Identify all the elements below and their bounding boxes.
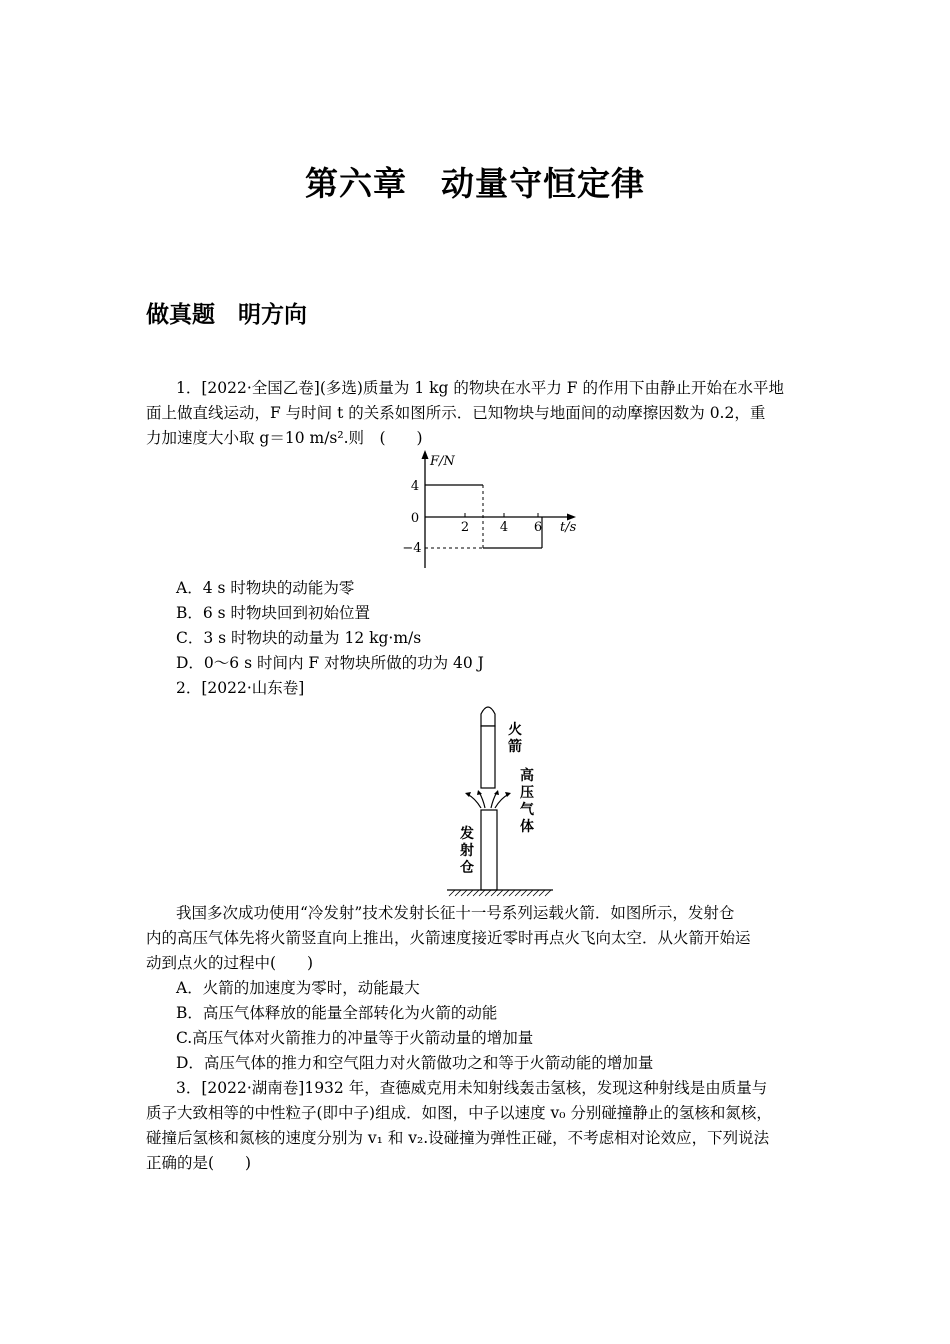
rocket-nose bbox=[481, 707, 495, 726]
x-tick-6: 6 bbox=[533, 520, 543, 535]
force-time-graph bbox=[385, 448, 590, 573]
y-axis-label: F/N bbox=[430, 454, 455, 469]
y-tick-neg4: −4 bbox=[402, 541, 422, 556]
section-title: 做真题 明方向 bbox=[146, 301, 307, 328]
q2-header: 2．[2022·山东卷] bbox=[176, 679, 305, 697]
q1-option-b: B．6 s 时物块回到初始位置 bbox=[176, 604, 371, 622]
x-tick-2: 2 bbox=[460, 520, 470, 535]
q1-option-d: D．0～6 s 时间内 F 对物块所做的功为 40 J bbox=[176, 654, 484, 672]
q2-option-a: A．火箭的加速度为零时，动能最大 bbox=[176, 979, 420, 997]
label-silo: 发射仓 bbox=[460, 826, 474, 876]
ground-hatch bbox=[449, 890, 551, 896]
rocket-body bbox=[481, 726, 495, 788]
q2-line-3: 动到点火的过程中( ) bbox=[146, 954, 314, 972]
gas-arrowhead-3 bbox=[494, 790, 499, 795]
y-tick-0: 0 bbox=[410, 511, 420, 526]
q3-line-2: 质子大致相等的中性粒子(即中子)组成．如图，中子以速度 v₀ 分别碰撞静止的氢核和氮核， bbox=[146, 1104, 772, 1122]
label-gas: 高压气体 bbox=[520, 768, 534, 835]
q3-line-1: 3．[2022·湖南卷]1932 年，查德威克用未知射线轰击氢核，发现这种射线是由质量与 bbox=[176, 1079, 768, 1097]
q3-line-3: 碰撞后氢核和氮核的速度分别为 v₁ 和 v₂.设碰撞为弹性正碰，不考虑相对论效应，下列说法 bbox=[146, 1129, 770, 1147]
chapter-title: 第六章 动量守恒定律 bbox=[305, 164, 645, 203]
y-tick-4: 4 bbox=[410, 479, 420, 494]
y-axis-arrow bbox=[422, 450, 429, 459]
q2-option-b: B．高压气体释放的能量全部转化为火箭的动能 bbox=[176, 1004, 498, 1022]
label-rocket: 火箭 bbox=[508, 722, 522, 755]
q1-line-1: 1．[2022·全国乙卷](多选)质量为 1 kg 的物块在水平力 F 的作用下由静止开始在水平地 bbox=[176, 379, 784, 397]
q1-option-c: C．3 s 时物块的动量为 12 kg·m/s bbox=[176, 629, 422, 647]
q2-line-1: 我国多次成功使用“冷发射”技术发射长征十一号系列运载火箭．如图所示，发射仓 bbox=[176, 904, 735, 922]
q2-line-2: 内的高压气体先将火箭竖直向上推出，火箭速度接近零时再点火飞向太空．从火箭开始运 bbox=[146, 929, 751, 947]
q1-line-2: 面上做直线运动，F 与时间 t 的关系如图所示．已知物块与地面间的动摩擦因数为 0.2，重 bbox=[146, 404, 766, 422]
gas-arrowhead-2 bbox=[477, 790, 482, 795]
launch-silo bbox=[481, 810, 497, 890]
x-tick-4: 4 bbox=[499, 520, 509, 535]
q2-option-d: D．高压气体的推力和空气阻力对火箭做功之和等于火箭动能的增加量 bbox=[176, 1054, 654, 1072]
q1-line-3: 力加速度大小取 g＝10 m/s².则 ( ) bbox=[146, 429, 423, 447]
q3-line-4: 正确的是( ) bbox=[146, 1154, 252, 1172]
q1-option-a: A．4 s 时物块的动能为零 bbox=[176, 579, 355, 597]
q2-option-c: C.高压气体对火箭推力的冲量等于火箭动量的增加量 bbox=[176, 1029, 534, 1047]
x-axis-label: t/s bbox=[560, 520, 577, 535]
